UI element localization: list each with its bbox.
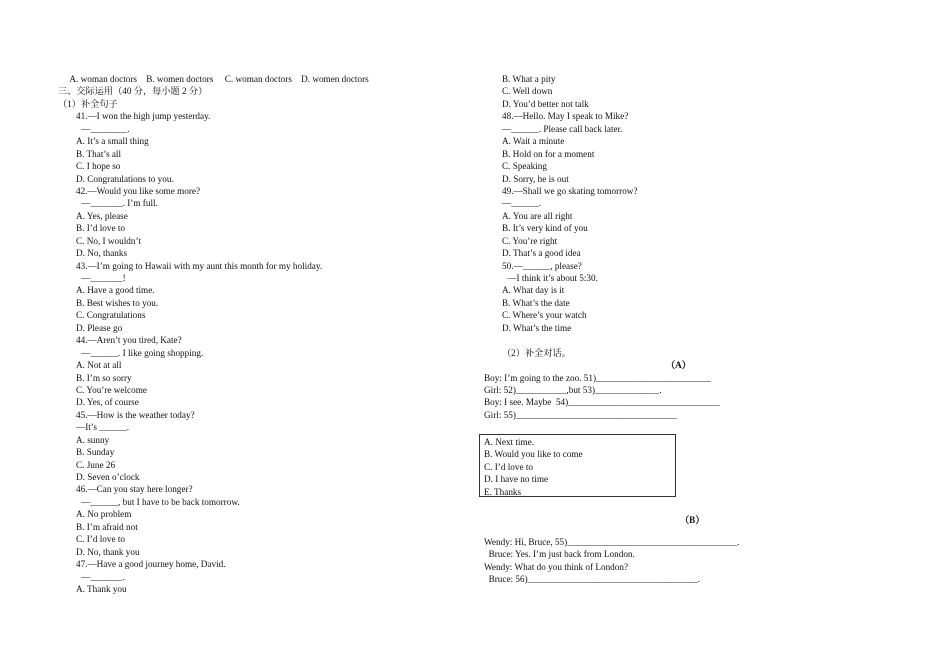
option-item: A. Next time. [484, 437, 535, 447]
dialog-line: Bruce: 56)_____________________________________. [484, 574, 700, 585]
question-line: 43.—I’m going to Hawaii with my aunt this month for my holiday. [76, 260, 323, 271]
options-box [479, 434, 676, 497]
question-line: 44.—Aren’t you tired, Kate? [76, 335, 182, 346]
question-line: —_______. I’m full. [79, 198, 158, 209]
question-line: C. Congratulations [76, 310, 146, 321]
question-line: Girl: 52)___________,but 53)______________. [484, 384, 662, 395]
question-line: C. I hope so [76, 161, 121, 172]
question-line: B. Best wishes to you. [76, 297, 159, 308]
question-line: D. Seven o’clock [76, 472, 140, 482]
question-line: 46.—Can you stay here longer? [76, 484, 193, 495]
question-line: D. Please go [76, 322, 123, 333]
question-line: B. What a pity [502, 74, 556, 84]
question-line: —_______. [79, 571, 125, 582]
left-column [58, 73, 458, 595]
question-line: （1）补全句子 [58, 98, 118, 109]
question-line: B. That’s all [76, 148, 121, 159]
question-line: A. Have a good time. [76, 285, 155, 296]
question-line: D. No, thanks [76, 248, 128, 259]
question-line: B. I’d love to [76, 223, 125, 234]
question-line: C. June 26 [76, 459, 116, 470]
question-line: D. No, thank you [76, 546, 140, 557]
question-line: —______. I like going shopping. [79, 347, 204, 358]
question-line: B. It’s very kind of you [502, 223, 588, 234]
section-b-label: （B） [680, 515, 705, 525]
question-line: C. Well down [502, 86, 553, 97]
question-line: A. What day is it [502, 285, 565, 296]
question-line: 50.—______, please? [502, 260, 582, 271]
question-line: C. I’d love to [76, 534, 125, 545]
option-item: C. I’d love to [484, 461, 533, 472]
question-line: A. You are all right [502, 210, 573, 221]
question-line: A. sunny [76, 434, 110, 445]
question-line: A. Thank you [76, 583, 127, 594]
option-item: D. I have no time [484, 474, 549, 485]
question-line: （2）补全对话。 [502, 347, 571, 358]
question-line: B. What’s the date [502, 297, 570, 308]
question-line: B. Hold on for a moment [502, 148, 595, 159]
question-line: D. You’d better not talk [502, 98, 589, 109]
question-line: —It’s ______. [76, 422, 130, 433]
dialog-line: Wendy: What do you think of London? [484, 561, 629, 572]
question-line: —______, but I have to be back tomorrow. [79, 496, 240, 507]
question-line: D. What’s the time [502, 322, 572, 333]
question-line: D. Congratulations to you. [76, 173, 174, 184]
question-line: C. Speaking [502, 161, 547, 172]
question-line: C. Where’s your watch [502, 310, 587, 321]
question-line: —______. Please call back later. [502, 123, 623, 134]
question-line: 41.—I won the high jump yesterday. [76, 111, 211, 122]
question-line: C. No, I wouldn’t [76, 235, 141, 246]
question-line: D. Sorry, he is out [502, 173, 569, 184]
question-line: 42.—Would you like some more? [76, 185, 201, 196]
option-item: B. Would you like to come [484, 449, 583, 460]
question-line [484, 334, 924, 346]
question-line: 三、交际运用（40 分，每小题 2 分） [58, 86, 208, 97]
question-line: —________. [79, 123, 130, 134]
dialog-line: Bruce: Yes. I’m just back from London. [484, 549, 635, 560]
question-line: Boy: I see. Maybe 54)_________________________________ [484, 397, 720, 408]
option-item: E. Thanks [484, 486, 522, 497]
question-line: 45.—How is the weather today? [76, 409, 195, 420]
question-line: —I think it’s about 5:30. [505, 273, 598, 283]
question-line: C. You’re right [502, 235, 558, 246]
question-line: （A） [665, 360, 691, 371]
question-line: A. woman doctors B. women doctors C. woman doctors D. women doctors [63, 74, 369, 84]
question-line: A. It’s a small thing [76, 136, 149, 147]
question-line: B. Sunday [76, 447, 115, 458]
question-line: 49.—Shall we go skating tomorrow? [502, 185, 638, 196]
question-line: A. Yes, please [76, 210, 128, 221]
question-line: —______. [502, 198, 542, 209]
question-line: 48.—Hello. May I speak to Mike? [502, 111, 629, 122]
question-line: C. You’re welcome [76, 384, 147, 395]
question-line: B. I’m so sorry [76, 372, 132, 383]
question-line: Girl: 55)___________________________________ [484, 409, 677, 420]
question-line: B. I’m afraid not [76, 521, 138, 532]
question-line: 47.—Have a good journey home, David. [76, 559, 226, 570]
question-line: D. That’s a good idea [502, 248, 581, 259]
dialog-b [484, 536, 924, 586]
dialog-line: Wendy: Hi, Bruce, 55)_____________________________________. [484, 537, 740, 547]
question-line: A. No problem [76, 509, 132, 520]
question-line: A. Not at all [76, 360, 122, 371]
question-line: A. Wait a minute [502, 136, 565, 147]
question-line: Boy: I’m going to the zoo. 51)_________________________ [484, 372, 711, 383]
right-column [484, 73, 924, 421]
question-line: —_______! [79, 273, 126, 283]
question-line: D. Yes, of course [76, 397, 139, 408]
